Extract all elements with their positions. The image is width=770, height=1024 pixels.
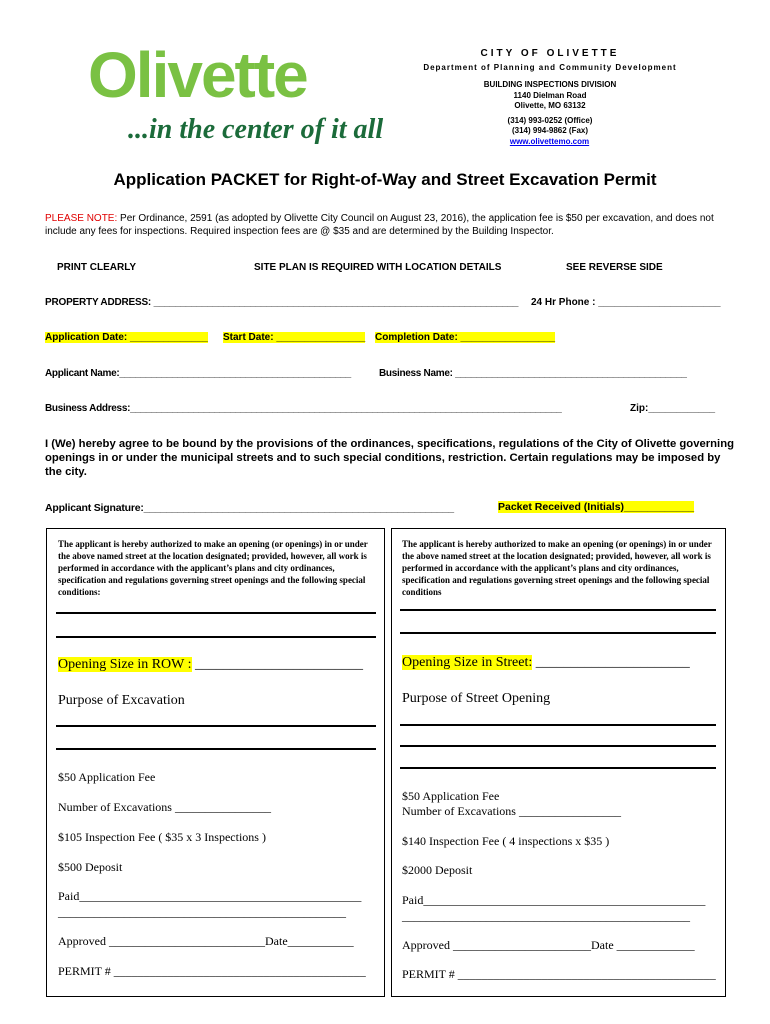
zip-field[interactable]: Zip:____________ — [630, 403, 716, 414]
logo-wordmark: Olivette — [88, 39, 307, 111]
street-opening-size-label: Opening Size in Street: — [402, 655, 533, 670]
row-opening-size-field[interactable] — [58, 657, 363, 673]
property-address-field[interactable]: PROPERTY ADDRESS: ____________________________________________________________________ — [45, 297, 519, 308]
street-permit-number-field[interactable]: PERMIT # ___________________________________________ — [402, 967, 716, 981]
street-purpose-line — [400, 767, 716, 769]
business-name-field[interactable]: Business Name: ____________________________________________ — [379, 368, 687, 379]
office-phone: (314) 993-0252 (Office) — [507, 116, 593, 125]
division-name: BUILDING INSPECTIONS DIVISION — [483, 80, 617, 89]
phone-field[interactable]: 24 Hr Phone : ______________________ — [531, 297, 721, 308]
row-purpose-label: Purpose of Excavation — [58, 693, 185, 708]
row-opening-size-blank: ________________________ — [191, 657, 364, 672]
row-num-excavations-field[interactable]: Number of Excavations ________________ — [58, 800, 271, 814]
row-approved-field[interactable]: Approved __________________________Date___________ — [58, 934, 354, 948]
street-purpose-line — [400, 724, 716, 726]
street-purpose-line — [400, 745, 716, 747]
fee-note — [45, 212, 730, 238]
row-permit-number-field[interactable]: PERMIT # __________________________________________ — [58, 964, 366, 978]
street-permit-box — [391, 528, 726, 997]
street-deposit: $2000 Deposit — [402, 863, 473, 877]
row-paid-line[interactable]: ________________________________________________ — [58, 905, 346, 919]
street-condition-line — [400, 632, 716, 634]
street-application-fee: $50 Application Fee — [402, 789, 500, 803]
signature-field[interactable]: Applicant Signature:_______________________________________________________ — [45, 502, 454, 514]
city-state: Olivette, MO 63132 — [514, 101, 586, 110]
site-plan-required: SITE PLAN IS REQUIRED WITH LOCATION DETAILS — [254, 262, 502, 273]
street-paid-line[interactable]: ________________________________________________ — [402, 909, 690, 923]
row-paid-field[interactable]: Paid_______________________________________________ — [58, 889, 362, 903]
street-condition-line — [400, 609, 716, 611]
start-date-field[interactable]: Start Date: ________________ — [223, 332, 366, 343]
street-opening-size-blank: ______________________ — [532, 655, 690, 670]
row-condition-line — [56, 612, 376, 614]
note-label: PLEASE NOTE: — [45, 213, 118, 224]
street-address: 1140 Dielman Road — [513, 91, 587, 100]
applicant-name-field[interactable]: Applicant Name:____________________________________________ — [45, 368, 351, 379]
street-num-excavations-field[interactable]: Number of Excavations _________________ — [402, 804, 621, 818]
agreement-text: I (We) hereby agree to be bound by the provisions of the ordinances, specifications, regulations of the City of Olivette governing openings in or under the municipal streets and to such special conditions, restriction. Certain regulations may be imposed by the city. — [45, 438, 734, 478]
note-text: Per Ordinance, 2591 (as adopted by Olivette City Council on August 23, 2016), the application fee is $50 per excavation, and does not include any fees for inspections. Required inspection fees are @ $35 and are determined by the Building Inspector. — [45, 213, 714, 237]
street-approved-field[interactable]: Approved _______________________Date _____________ — [402, 938, 695, 952]
street-inspection-fee: $140 Inspection Fee ( 4 inspections x $35 ) — [402, 834, 610, 848]
row-permit-box — [46, 528, 385, 997]
row-intro: The applicant is hereby authorized to make an opening (or openings) in or under the above named street at the location designated; provided, however, all work is performed in accordance with the applicant’s plans and city ordinances, specification and regulations governing street openings and the following special conditions: — [58, 539, 368, 597]
street-purpose-label: Purpose of Street Opening — [402, 691, 551, 706]
packet-received-field[interactable]: Packet Received (Initials)____________ — [498, 501, 695, 513]
business-address-field[interactable]: Business Address:__________________________________________________________________________________ — [45, 403, 562, 414]
street-paid-field[interactable]: Paid_______________________________________________ — [402, 893, 706, 907]
application-date-field[interactable]: Application Date: ______________ — [45, 332, 208, 343]
fax-number: (314) 994-9862 (Fax) — [511, 126, 589, 135]
row-opening-size-label: Opening Size in ROW : — [58, 657, 192, 672]
city-name: CITY OF OLIVETTE — [480, 48, 620, 59]
row-condition-line — [56, 636, 376, 638]
street-opening-size-field[interactable] — [402, 655, 690, 671]
olivette-logo — [88, 40, 388, 150]
print-clearly: PRINT CLEARLY — [57, 262, 137, 273]
logo-tagline: ...in the center of it all — [128, 114, 384, 145]
row-application-fee: $50 Application Fee — [58, 770, 156, 784]
website-link[interactable]: www.olivettemo.com — [509, 137, 590, 146]
see-reverse-side: SEE REVERSE SIDE — [566, 262, 663, 273]
row-purpose-line — [56, 725, 376, 727]
row-purpose-line — [56, 748, 376, 750]
page-title: Application PACKET for Right-of-Way and Street Excavation Permit — [113, 170, 657, 189]
row-inspection-fee: $105 Inspection Fee ( $35 x 3 Inspections ) — [58, 830, 266, 844]
street-intro: The applicant is hereby authorized to make an opening (or openings) in or under the above named street at the location designated; provided, however, all work is performed in accordance with the applicant’s plans and city ordinances, specification and regulations governing street openings and the following special conditions — [402, 539, 712, 597]
row-deposit: $500 Deposit — [58, 860, 123, 874]
completion-date-field[interactable]: Completion Date: _________________ — [375, 332, 556, 343]
department-name: Department of Planning and Community Development — [423, 63, 677, 72]
